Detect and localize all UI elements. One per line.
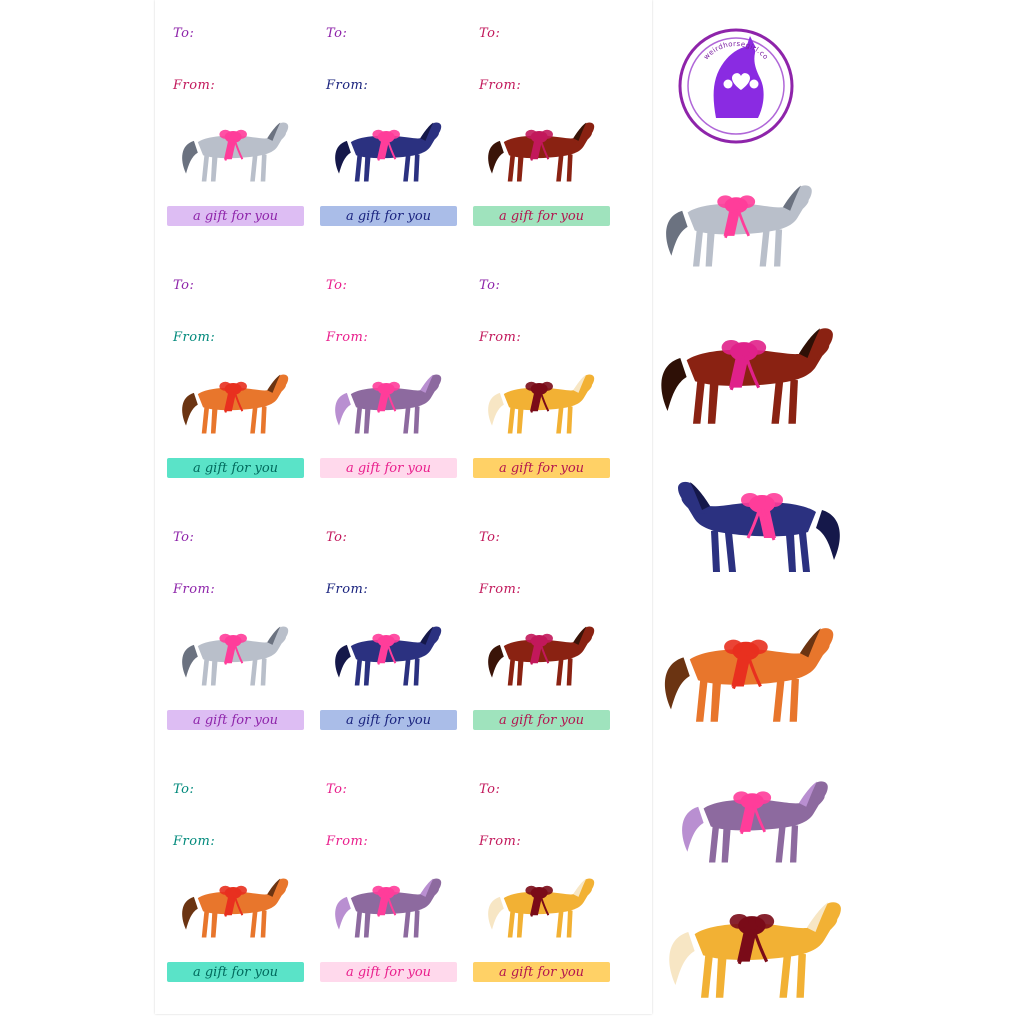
gift-text: a gift for you: [498, 712, 585, 728]
navy-blue-horse: [322, 616, 453, 696]
showcase-horse: [640, 306, 852, 446]
tag-horse-art: [169, 616, 300, 704]
to-label: To:: [479, 782, 501, 797]
palomino-horse: [475, 364, 606, 444]
to-label: To:: [479, 530, 501, 545]
showcase-horse: [648, 884, 860, 1016]
to-label: To:: [326, 278, 348, 293]
brand-text: weirdhorsegirl.co: [702, 39, 770, 62]
tag-horse-art: [475, 868, 606, 956]
tag-horse-art: [322, 616, 453, 704]
gift-tag: [467, 256, 614, 500]
purple-pony: [322, 364, 453, 444]
gift-tag: [314, 4, 461, 248]
dapple-grey-horse: [169, 112, 300, 192]
tag-horse-art: [169, 112, 300, 200]
chestnut-orange-horse: [169, 868, 300, 948]
to-label: To:: [173, 26, 195, 41]
logo-icon: [672, 22, 800, 150]
from-label: From:: [173, 330, 216, 345]
gift-band: [473, 962, 610, 982]
gift-text: a gift for you: [345, 712, 432, 728]
brand-logo: [672, 22, 800, 150]
showcase-horse: [664, 766, 844, 878]
tag-horse-art: [169, 364, 300, 452]
from-label: From:: [479, 834, 522, 849]
gift-tag: [161, 508, 308, 752]
gift-text: a gift for you: [498, 208, 585, 224]
gift-tag: [161, 760, 308, 1004]
from-label: From:: [479, 582, 522, 597]
from-label: From:: [479, 330, 522, 345]
bay-horse: [475, 112, 606, 192]
navy-blue-horse: [660, 462, 860, 592]
tag-horse-art: [475, 364, 606, 452]
palomino-horse: [648, 884, 860, 1016]
gift-band: [473, 710, 610, 730]
gift-tag: [467, 760, 614, 1004]
tag-horse-art: [475, 616, 606, 704]
to-label: To:: [326, 782, 348, 797]
tag-horse-art: [169, 868, 300, 956]
gift-band: [473, 458, 610, 478]
tag-horse-art: [322, 364, 453, 452]
from-label: From:: [326, 330, 369, 345]
gift-tag: [314, 256, 461, 500]
from-label: From:: [326, 834, 369, 849]
to-label: To:: [479, 26, 501, 41]
navy-blue-horse: [322, 112, 453, 192]
gift-text: a gift for you: [345, 208, 432, 224]
to-label: To:: [173, 278, 195, 293]
tag-horse-art: [322, 112, 453, 200]
to-label: To:: [173, 530, 195, 545]
palomino-horse: [475, 868, 606, 948]
chestnut-orange-horse: [644, 610, 852, 740]
gift-band: [167, 962, 304, 982]
gift-text: a gift for you: [192, 208, 279, 224]
gift-band: [320, 962, 457, 982]
gift-band: [167, 710, 304, 730]
dapple-grey-horse: [169, 616, 300, 696]
to-label: To:: [326, 26, 348, 41]
gift-text: a gift for you: [192, 460, 279, 476]
gift-text: a gift for you: [192, 712, 279, 728]
gift-tag: [314, 508, 461, 752]
bay-horse: [475, 616, 606, 696]
from-label: From:: [173, 834, 216, 849]
chestnut-orange-horse: [169, 364, 300, 444]
showcase-horse: [644, 610, 852, 740]
gift-band: [320, 710, 457, 730]
gift-tag: [467, 508, 614, 752]
to-label: To:: [479, 278, 501, 293]
to-label: To:: [173, 782, 195, 797]
from-label: From:: [173, 78, 216, 93]
gift-tag: [161, 4, 308, 248]
gift-tag: [161, 256, 308, 500]
to-label: To:: [326, 530, 348, 545]
gift-band: [473, 206, 610, 226]
gift-band: [167, 206, 304, 226]
gift-text: a gift for you: [192, 964, 279, 980]
from-label: From:: [173, 582, 216, 597]
gift-text: a gift for you: [345, 460, 432, 476]
gift-text: a gift for you: [345, 964, 432, 980]
showcase-horse: [660, 462, 860, 592]
gift-text: a gift for you: [498, 460, 585, 476]
gift-band: [320, 206, 457, 226]
showcase-horse: [648, 176, 828, 276]
from-label: From:: [479, 78, 522, 93]
gift-text: a gift for you: [498, 964, 585, 980]
tag-horse-art: [475, 112, 606, 200]
from-label: From:: [326, 582, 369, 597]
gift-band: [320, 458, 457, 478]
gift-tag: [314, 760, 461, 1004]
tag-horse-art: [322, 868, 453, 956]
from-label: From:: [326, 78, 369, 93]
bay-horse: [640, 306, 852, 446]
purple-pony: [322, 868, 453, 948]
dapple-grey-horse: [648, 176, 828, 276]
purple-pony: [664, 766, 844, 878]
gift-band: [167, 458, 304, 478]
gift-tag: [467, 4, 614, 248]
